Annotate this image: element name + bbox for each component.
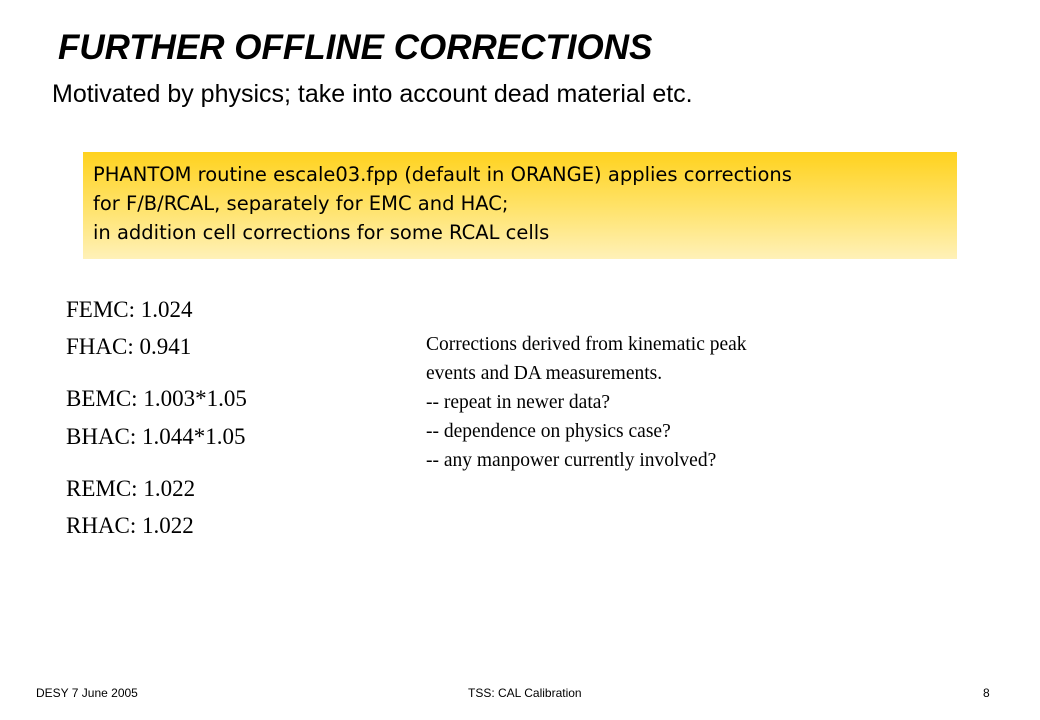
note-line: -- any manpower currently involved? <box>426 450 717 471</box>
note-line: -- dependence on physics case? <box>426 421 671 442</box>
correction-notes <box>426 330 747 475</box>
correction-value: REMC: 1.022 <box>66 476 196 501</box>
callout-line: PHANTOM routine escale03.fpp (default in ORANGE) applies corrections <box>93 163 792 186</box>
correction-value: FHAC: 0.941 <box>66 334 192 359</box>
escale-routine-callout <box>83 152 957 259</box>
page-number: 8 <box>983 686 990 700</box>
correction-value: BHAC: 1.044*1.05 <box>66 424 246 449</box>
correction-value: RHAC: 1.022 <box>66 513 194 538</box>
note-line: -- repeat in newer data? <box>426 392 611 413</box>
callout-line: in addition cell corrections for some RCAL cells <box>93 221 550 244</box>
note-line: Corrections derived from kinematic peak <box>426 334 747 355</box>
footer-title: TSS: CAL Calibration <box>468 686 582 700</box>
slide-title: FURTHER OFFLINE CORRECTIONS <box>58 28 653 67</box>
note-line: events and DA measurements. <box>426 363 663 384</box>
slide-subtitle: Motivated by physics; take into account dead material etc. <box>52 80 693 108</box>
correction-value: FEMC: 1.024 <box>66 297 193 322</box>
correction-value: BEMC: 1.003*1.05 <box>66 386 247 411</box>
callout-line: for F/B/RCAL, separately for EMC and HAC; <box>93 192 509 215</box>
footer-date: DESY 7 June 2005 <box>36 686 138 700</box>
